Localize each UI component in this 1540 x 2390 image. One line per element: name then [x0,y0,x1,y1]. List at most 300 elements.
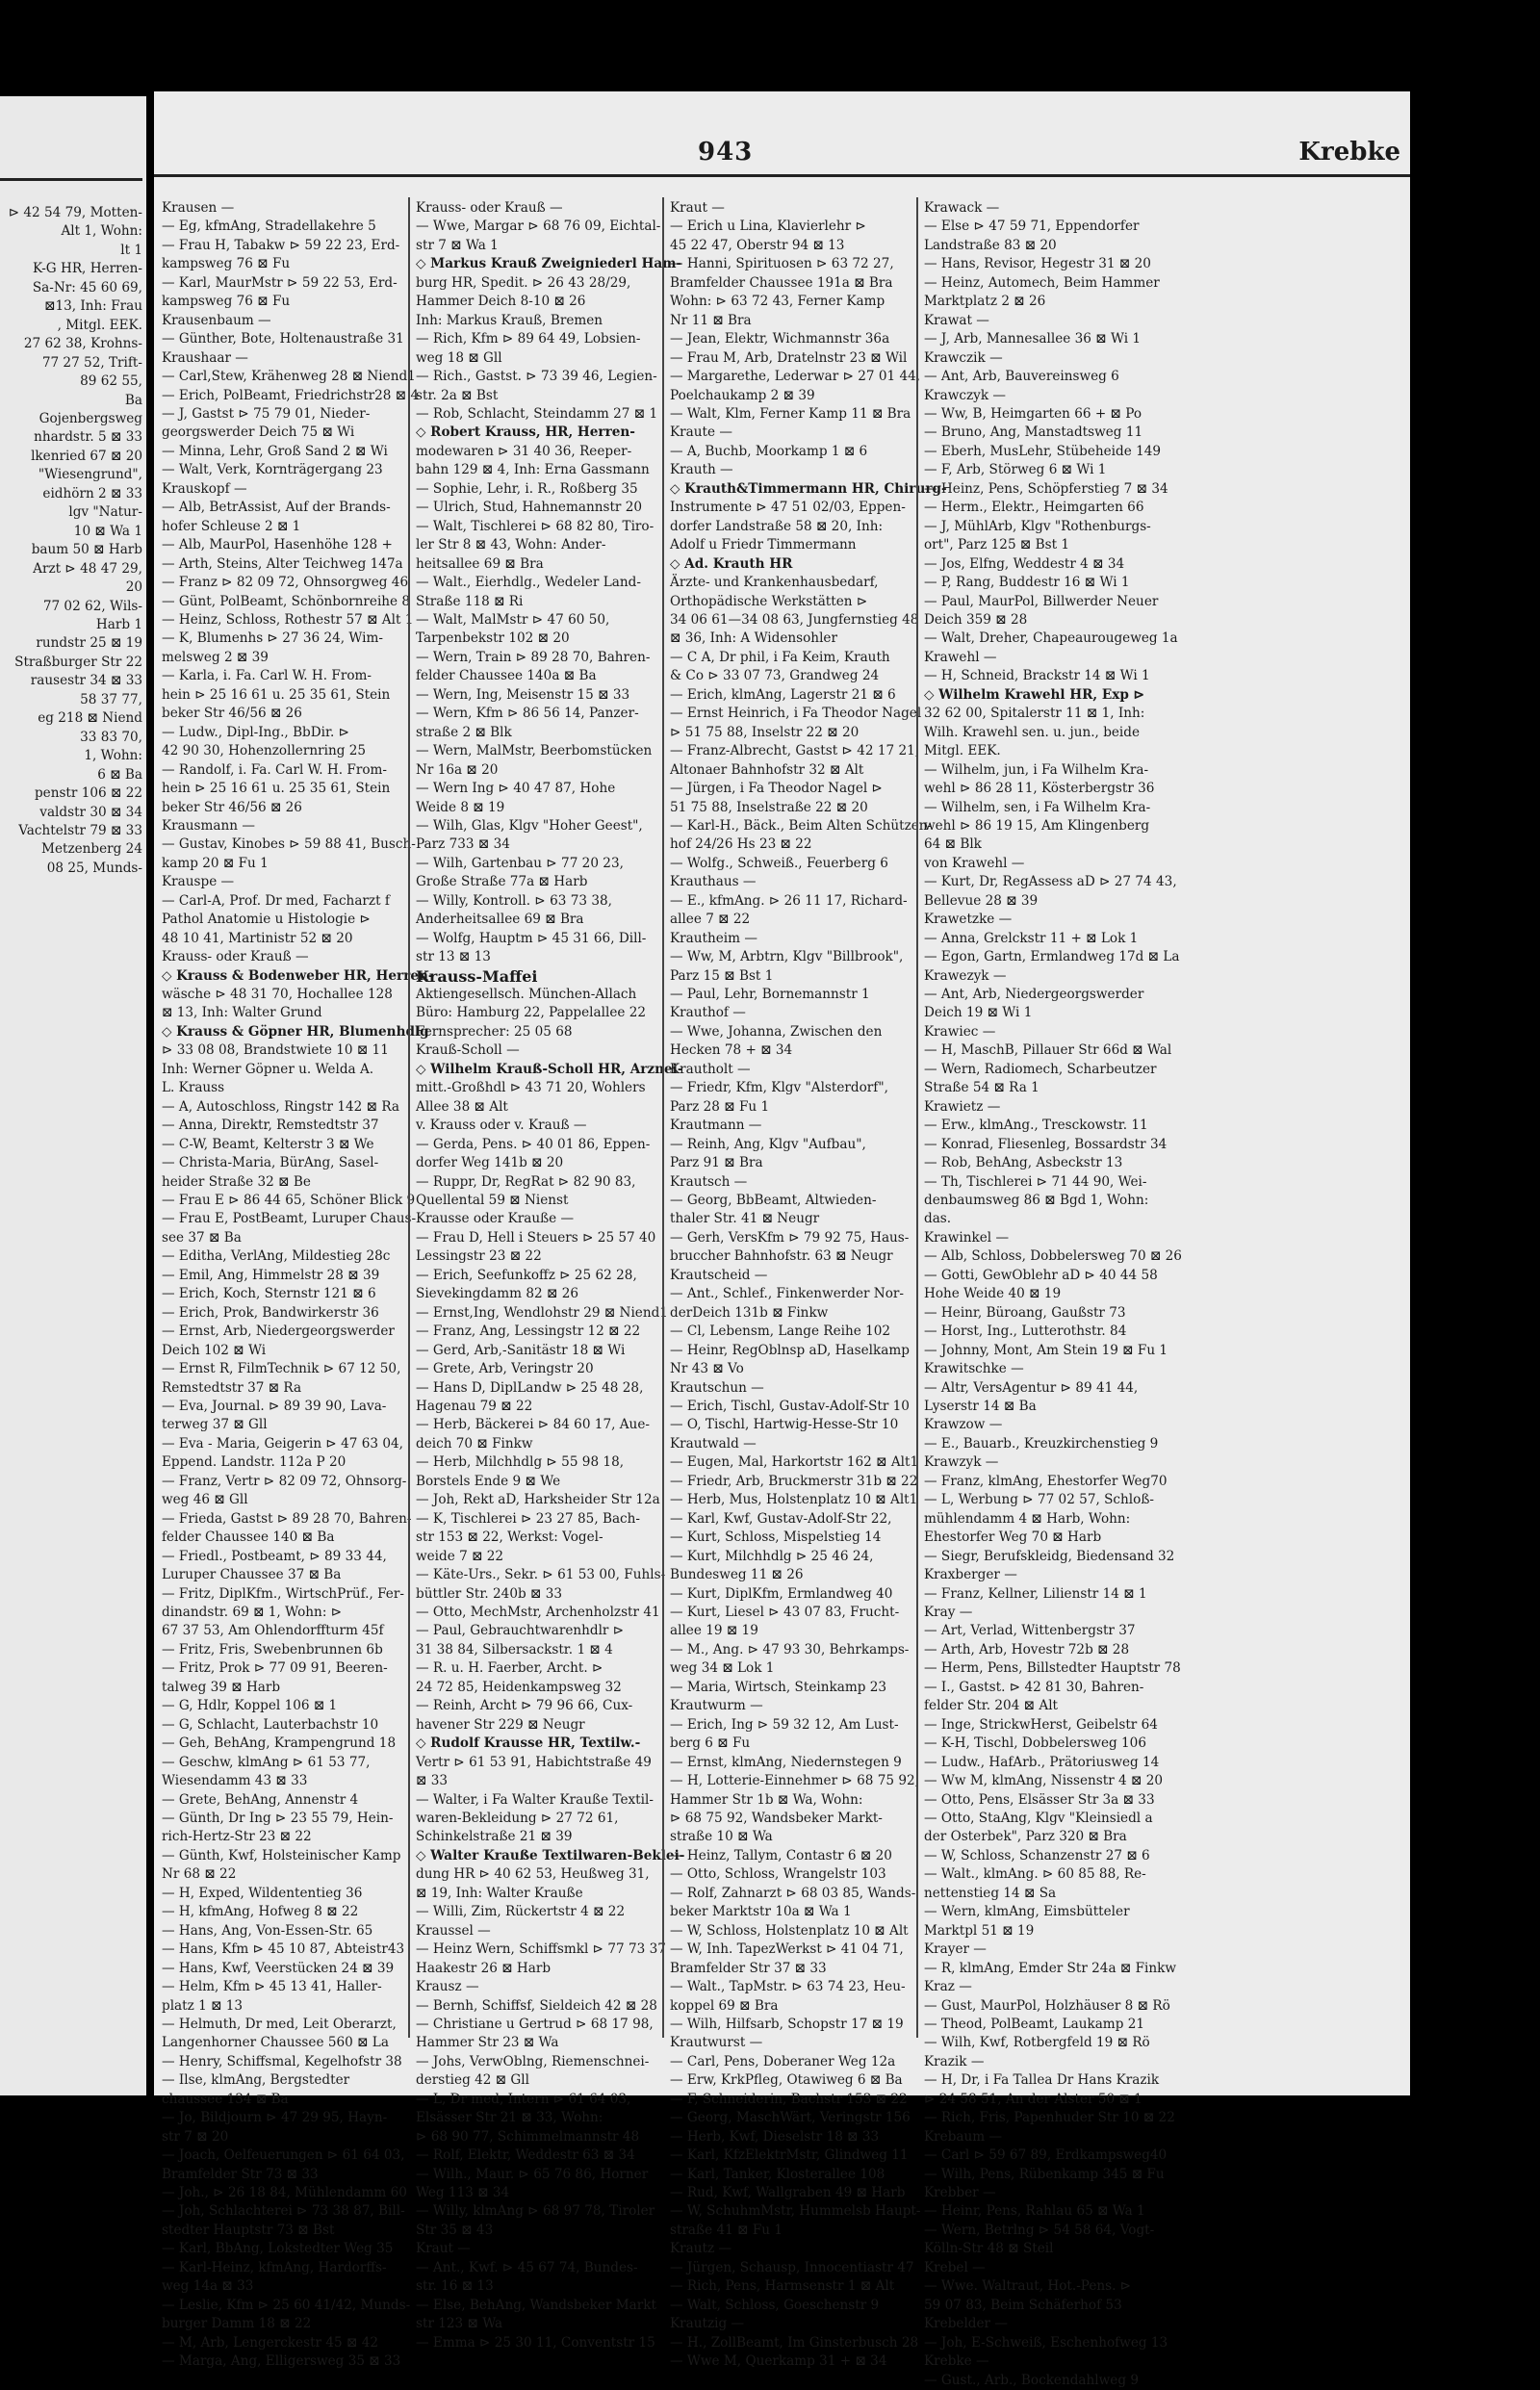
directory-entry-line: — Erw., klmAng., Tresckowstr. 11 [924,1118,1148,1134]
directory-entry-line: — Arth, Arb, Hovestr 72b ⊠ 28 [924,1641,1130,1658]
directory-entry-line: — W, SchuhmMstr, Hummelsb Haupt- [670,2203,921,2220]
directory-entry-line: str 123 ⊠ Wa [416,2316,503,2332]
directory-entry-line: Große Straße 77a ⊠ Harb [416,874,588,890]
directory-entry-line: — Ant, Arb, Niedergeorgswerder [924,987,1144,1003]
directory-entry-line: — Henry, Schiffsmal, Kegelhofstr 38 [162,2053,402,2069]
directory-entry-line: ◇ Krauth&Timmermann HR, Chirurg- [670,480,947,497]
directory-entry-line: ◇ Ad. Krauth HR [670,555,793,572]
running-head: Krebke [1298,138,1400,167]
directory-entry-line: — Inge, StrickwHerst, Geibelstr 64 [924,1716,1158,1733]
directory-entry-line: — Wilhelm, sen, i Fa Wilhelm Kra- [924,799,1151,815]
directory-entry-line: — Erich, Prok, Bandwirkerstr 36 [162,1304,379,1321]
directory-entry-line: — Rich, Kfm ⊳ 89 64 49, Lobsien- [416,331,641,347]
directory-entry-line: — Heinz, Pens, Schöpferstieg 7 ⊠ 34 [924,480,1168,497]
directory-entry-line: Anderheitsallee 69 ⊠ Bra [416,912,584,928]
directory-entry-line: ◇ Walter Krauße Textilwaren-Beklei- [416,1847,685,1863]
directory-entry-line: ⊠ 36, Inh: A Widensohler [670,630,837,647]
directory-entry-line: — Otto, Pens, Elsässer Str 3a ⊠ 33 [924,1791,1155,1808]
directory-entry-line: Adolf u Friedr Timmermann [670,537,857,553]
directory-entry-line: — Ernst, klmAng, Niedernstegen 9 [670,1754,902,1770]
directory-entry-line: Krebel — [924,2259,986,2275]
directory-entry-line: — Heinz Wern, Schiffsmkl ⊳ 77 73 37 [416,1941,666,1958]
directory-entry-line: — Ant., Schlef., Finkenwerder Nor- [670,1286,904,1302]
directory-entry-line: — H, MaschB, Pillauer Str 66d ⊠ Wal [924,1042,1172,1059]
directory-entry-line: Altonaer Bahnhofstr 32 ⊠ Alt [670,761,864,778]
directory-entry-line: — Reinh, Ang, Klgv "Aufbau", [670,1136,866,1152]
directory-entry-line: Krawack — [924,200,1000,216]
directory-entry-line: deich 70 ⊠ Finkw [416,1435,533,1452]
directory-entry-line: Krawinkel — [924,1229,1010,1246]
directory-entry-line: — Konrad, Fliesenleg, Bossardstr 34 [924,1136,1168,1152]
facing-page-line: Straßburger Str 22 [14,654,142,670]
directory-entry-line: 51 75 88, Inselstraße 22 ⊠ 20 [670,799,868,815]
facing-page-line: Vachtelstr 79 ⊠ 33 [18,822,142,838]
directory-entry-line: Parz 91 ⊠ Bra [670,1155,763,1171]
directory-entry-line: Hammer Deich 8-10 ⊠ 26 [416,294,586,310]
directory-entry-line: Krautholt — [670,1061,751,1077]
directory-entry-line: — M., Ang. ⊳ 47 93 30, Behrkamps- [670,1641,910,1658]
directory-entry-line: Krautheim — [670,930,757,946]
directory-entry-line: — Willy, Kontroll. ⊳ 63 73 38, [416,892,612,909]
directory-entry-line: wäsche ⊳ 48 31 70, Hochallee 128 [162,987,393,1003]
directory-entry-line: melsweg 2 ⊠ 39 [162,649,269,665]
directory-entry-line: — Rob, BehAng, Asbeckstr 13 [924,1155,1123,1171]
directory-entry-line: — Frieda, Gastst ⊳ 89 28 70, Bahren- [162,1510,412,1527]
directory-entry-line: heider Straße 32 ⊠ Be [162,1173,311,1190]
directory-entry-line: — W, Schloss, Holstenplatz 10 ⊠ Alt [670,1922,909,1939]
directory-entry-line: — Marga, Ang, Elligersweg 35 ⊠ 33 [162,2353,401,2370]
directory-entry-line: str. 2a ⊠ Bst [416,387,499,403]
directory-entry-line: Wohn: ⊳ 63 72 43, Ferner Kamp [670,294,886,310]
directory-entry-line: Nr 68 ⊠ 22 [162,1866,237,1883]
directory-entry-line: kampsweg 76 ⊠ Fu [162,294,291,310]
directory-entry-line: — Heinz, Schloss, Rothestr 57 ⊠ Alt 1 [162,611,414,628]
directory-entry-line: — Erich, Seefunkoffz ⊳ 25 62 28, [416,1267,637,1283]
directory-entry-line: Krausse oder Krauße — [416,1211,575,1227]
directory-entry-line: — Horst, Ing., Lutterothstr. 84 [924,1323,1127,1340]
directory-entry-line: — Franz, Vertr ⊳ 82 09 72, Ohnsorg- [162,1473,407,1489]
directory-entry-line: Orthopädische Werkstätten ⊳ [670,593,868,609]
directory-entry-line: — Emma ⊳ 25 30 11, Conventstr 15 [416,2334,655,2351]
directory-entry-line: — H., ZollBeamt, Im Ginsterbusch 28 [670,2334,919,2351]
scan-border [1410,0,1540,2095]
directory-entry-line: straße 10 ⊠ Wa [670,1829,773,1845]
directory-entry-line: Krauthaus — [670,874,757,890]
directory-entry-line: Büro: Hamburg 22, Pappelallee 22 [416,1005,647,1021]
directory-entry-line: Parz 15 ⊠ Bst 1 [670,967,774,984]
directory-entry-line: — Johnny, Mont, Am Stein 19 ⊠ Fu 1 [924,1342,1168,1358]
directory-entry-line: — Karl-H., Bäck., Beim Alten Schützen- [670,817,933,834]
directory-entry-line: — K, Tischlerei ⊳ 23 27 85, Bach- [416,1510,641,1527]
directory-entry-line: mitt.-Großhdl ⊳ 43 71 20, Wohlers [416,1080,646,1096]
facing-page-line: 77 27 52, Trift- [41,354,142,371]
directory-entry-line: berg 6 ⊠ Fu [670,1735,751,1752]
directory-entry-line: — Walter, i Fa Walter Krauße Textil- [416,1791,654,1808]
directory-entry-line: Krawitschke — [924,1361,1024,1377]
directory-page [154,91,1410,2388]
directory-entry-line: — Bernh, Schiffsf, Sieldeich 42 ⊠ 28 [416,1997,657,2014]
directory-entry-line: hein ⊳ 25 16 61 u. 25 35 61, Stein [162,781,391,797]
directory-entry-line: — Eva - Maria, Geigerin ⊳ 47 63 04, [162,1435,403,1452]
directory-entry-line: Krauspe — [162,874,235,890]
directory-entry-line: — Gust, MaurPol, Holzhäuser 8 ⊠ Rö [924,1997,1170,2014]
directory-entry-line: — Günth, Dr Ing ⊳ 23 55 79, Hein- [162,1810,394,1826]
directory-entry-line: Ärzte- und Krankenhausbedarf, [670,575,879,591]
directory-entry-line: — Maria, Wirtsch, Steinkamp 23 [670,1679,887,1695]
directory-entry-line: — Kurt, Milchhdlg ⊳ 25 46 24, [670,1548,874,1564]
directory-entry-line: ort", Parz 125 ⊠ Bst 1 [924,537,1070,553]
directory-entry-line: 45 22 47, Oberstr 94 ⊠ 13 [670,237,845,253]
directory-entry-line: — L, Werbung ⊳ 77 02 57, Schloß- [924,1492,1154,1508]
directory-entry-line: — Rud, Kwf, Wallgraben 49 ⊠ Harb [670,2185,906,2201]
directory-entry-line: — Hans, Ang, Von-Essen-Str. 65 [162,1922,373,1939]
directory-entry-line: — Wern, Ing, Meisenstr 15 ⊠ 33 [416,686,630,703]
directory-entry-line: ◇ Wilhelm Krauß-Scholl HR, Arznei- [416,1061,683,1077]
directory-entry-line: straße 41 ⊠ Fu 1 [670,2222,783,2238]
directory-entry-line: — Alb, Schloss, Dobbelersweg 70 ⊠ 26 [924,1248,1182,1265]
directory-entry-line: — Rolf, Elektr, Weddestr 63 ⊠ 34 [416,2147,635,2164]
directory-entry-line: Marktplatz 2 ⊠ 26 [924,294,1046,310]
directory-entry-line: Kraxberger — [924,1567,1017,1583]
directory-entry-line: Krautscheid — [670,1267,768,1283]
column-divider [408,197,410,2038]
directory-entry-line: — Margarethe, Lederwar ⊳ 27 01 44, [670,369,921,385]
directory-entry-line: — Randolf, i. Fa. Carl W. H. From- [162,761,387,778]
facing-page-line: Arzt ⊳ 48 47 29, [33,560,142,577]
directory-entry-line: — Joh, E-Schweiß, Eschenhofweg 13 [924,2334,1168,2351]
directory-entry-line: — Heinr, Pens, Rahlau 65 ⊠ Wa 1 [924,2203,1145,2220]
directory-entry-line: — H, Exped, Wildententieg 36 [162,1885,363,1901]
directory-entry-line: — Egon, Gartn, Ermlandweg 17d ⊠ La [924,949,1180,965]
directory-entry-line: — Willi, Zim, Rückertstr 4 ⊠ 22 [416,1904,626,1920]
directory-entry-line: ◇ Robert Krauss, HR, Herren- [416,424,635,441]
directory-entry-line: Hammer Str 1b ⊠ Wa, Wohn: [670,1791,863,1808]
directory-entry-line: Krautwurst — [670,2035,763,2051]
directory-entry-line: — E., kfmAng. ⊳ 26 11 17, Richard- [670,892,908,909]
directory-entry-line: — Editha, VerlAng, Mildestieg 28c [162,1248,391,1265]
facing-page-line: 77 02 62, Wils- [42,598,142,614]
facing-page-line: ⊠13, Inh: Frau [44,298,142,315]
directory-entry-line: — Frau E, PostBeamt, Luruper Chaus- [162,1211,417,1227]
directory-entry-line: Krautzig — [670,2316,745,2332]
directory-entry-line: weg 46 ⊠ Gll [162,1492,248,1508]
directory-entry-line: — Walt, Schloss, Goeschenstr 9 [670,2297,880,2313]
directory-entry-line: beker Str 46/56 ⊠ 26 [162,706,302,722]
directory-entry-line: — Johs, VerwOblng, Riemenschnei- [416,2053,650,2069]
directory-entry-line: — K-H, Tischl, Dobbelersweg 106 [924,1735,1146,1752]
directory-entry-line: weide 7 ⊠ 22 [416,1548,504,1564]
directory-entry-line: — Carl ⊳ 59 67 89, Erdkampsweg40 [924,2147,1168,2164]
directory-entry-line: — Ludw., HafArb., Prätoriusweg 14 [924,1754,1160,1770]
directory-entry-line: — H, Lotterie-Einnehmer ⊳ 68 75 92, [670,1773,919,1789]
directory-entry-line: Krawehl — [924,649,997,665]
directory-entry-line: — Hans, Revisor, Hegestr 31 ⊠ 20 [924,256,1151,272]
directory-entry-line: — Franz, Kellner, Lilienstr 14 ⊠ 1 [924,1585,1147,1602]
directory-entry-line: — Jos, Elfng, Weddestr 4 ⊠ 34 [924,555,1125,572]
directory-entry-line: Bellevue 28 ⊠ 39 [924,892,1039,909]
facing-page-line: 1, Wohn: [84,748,142,764]
directory-entry-line: rich-Hertz-Str 23 ⊠ 22 [162,1829,312,1845]
directory-entry-line: ⊳ 68 75 92, Wandsbeker Markt- [670,1810,883,1826]
directory-entry-line: — Joh, Schlachterei ⊳ 73 38 87, Bill- [162,2203,405,2220]
directory-entry-line: — Erich u Lina, Klavierlehr ⊳ [670,218,866,235]
directory-entry-line: 64 ⊠ Blk [924,836,982,853]
directory-entry-line: Krawzow — [924,1417,1003,1433]
directory-entry-line: — Franz, Ang, Lessingstr 12 ⊠ 22 [416,1323,641,1340]
directory-entry-line: koppel 69 ⊠ Bra [670,1997,779,2014]
directory-entry-line: Parz 28 ⊠ Fu 1 [670,1098,770,1115]
directory-entry-line: Krautmann — [670,1118,762,1134]
directory-entry-line: Krazik — [924,2053,985,2069]
facing-page-line: eg 218 ⊠ Niend [38,710,142,727]
facing-page-line: valdstr 30 ⊠ 34 [39,804,142,820]
directory-entry-line: — Walt., TapMstr. ⊳ 63 74 23, Heu- [670,1979,906,1995]
directory-entry-line: Kölln-Str 48 ⊠ Steil [924,2241,1054,2257]
directory-entry-line: Kraz — [924,1979,972,1995]
directory-entry-line: terweg 37 ⊠ Gll [162,1417,268,1433]
directory-entry-line: — Walt., klmAng. ⊳ 60 85 88, Re- [924,1866,1146,1883]
facing-page-line: lt 1 [120,242,142,258]
directory-entry-line: — Herb, Mus, Holstenplatz 10 ⊠ Alt1 [670,1492,918,1508]
directory-entry-line: — Rich, Pens, Harmsenstr 1 ⊠ Alt [670,2278,895,2295]
directory-entry-line: — F, Arb, Störweg 6 ⊠ Wi 1 [924,462,1107,478]
directory-entry-line: — Wilh, Kwf, Rotbergfeld 19 ⊠ Rö [924,2035,1150,2051]
directory-entry-line: — Erich, Ing ⊳ 59 32 12, Am Lust- [670,1716,899,1733]
directory-entry-line: — Walt, Klm, Ferner Kamp 11 ⊠ Bra [670,405,911,422]
directory-entry-line: waren-Bekleidung ⊳ 27 72 61, [416,1810,619,1826]
directory-entry-line: Remstedtstr 37 ⊠ Ra [162,1379,302,1396]
directory-entry-line: — Karl, KfzElektrMstr, Glindweg 11 [670,2147,909,2164]
directory-entry-line: — Otto, MechMstr, Archenholzstr 41 [416,1604,660,1620]
directory-entry-line: Vertr ⊳ 61 53 91, Habichtstraße 49 [416,1754,652,1770]
directory-entry-line: 42 90 30, Hohenzollernring 25 [162,743,367,759]
directory-entry-line: — Gerd, Arb,-Sanitästr 18 ⊠ Wi [416,1342,626,1358]
directory-entry-line: — Ilse, klmAng, Bergstedter [162,2072,350,2089]
facing-page-line: rundstr 25 ⊠ 19 [36,635,142,652]
header-rule [154,174,1410,177]
directory-entry-line: str 153 ⊠ 22, Werkst: Vogel- [416,1529,603,1546]
directory-entry-line: — Geschw, klmAng ⊳ 61 53 77, [162,1754,371,1770]
directory-entry-line: — J, MühlArb, Klgv "Rothenburgs- [924,518,1151,534]
directory-entry-line: hofer Schleuse 2 ⊠ 1 [162,518,301,534]
directory-entry-line: — Gerda, Pens. ⊳ 40 01 86, Eppen- [416,1136,651,1152]
directory-entry-line: Quellental 59 ⊠ Nienst [416,1193,569,1209]
directory-entry-line: allee 19 ⊠ 19 [670,1623,758,1639]
directory-entry-line: Kraut — [416,2241,471,2257]
directory-entry-line: — Ruppr, Dr, RegRat ⊳ 82 90 83, [416,1173,636,1190]
directory-entry-line: dung HR ⊳ 40 62 53, Heußweg 31, [416,1866,650,1883]
directory-entry-line: Krauss- oder Krauß — [416,200,563,216]
directory-entry-line: ◇ Wilhelm Krawehl HR, Exp ⊳ [924,686,1144,703]
facing-page-line: Sa-Nr: 45 60 69, [32,279,142,296]
directory-entry-line: — Eva, Journal. ⊳ 89 39 90, Lava- [162,1399,387,1414]
facing-page-line: Ba [124,392,142,408]
directory-entry-line: — Willy, klmAng ⊳ 68 97 78, Tiroler [416,2203,655,2220]
directory-entry-line: weg 18 ⊠ Gll [416,349,502,366]
directory-entry-line: — Carl-A, Prof. Dr med, Facharzt f [162,892,390,909]
directory-entry-line: havener Str 229 ⊠ Neugr [416,1716,585,1733]
facing-page-line: Metzenberg 24 [41,841,142,858]
directory-entry-line: Krawzyk — [924,1454,999,1471]
directory-entry-line: Deich 359 ⊠ 28 [924,611,1028,628]
directory-entry-line: — Wwe. Waltraut, Hot.-Pens. ⊳ [924,2278,1132,2295]
directory-entry-line: nettenstieg 14 ⊠ Sa [924,1885,1057,1901]
directory-entry-line: hein ⊳ 25 16 61 u. 25 35 61, Stein [162,686,391,703]
directory-entry-line: ⊳ 68 90 77, Schimmelmannstr 48 [416,2128,640,2145]
directory-entry-line: — Walt, Tischlerei ⊳ 68 82 80, Tiro- [416,518,654,534]
directory-entry-line: Fernsprecher: 25 05 68 [416,1023,573,1040]
directory-entry-line: — Joh, Rekt aD, Harksheider Str 12a [416,1492,660,1508]
directory-entry-line: weg 34 ⊠ Lok 1 [670,1660,775,1677]
facing-page-line: 58 37 77, [80,691,142,707]
directory-entry-line: — Wilh, Hilfsarb, Schopstr 17 ⊠ 19 [670,2016,904,2032]
directory-entry-line: — Arth, Steins, Alter Teichweg 147a [162,555,403,572]
directory-entry-line: — Anna, Direktr, Remstedtstr 37 [162,1118,379,1134]
directory-entry-line: — Rich., Gastst. ⊳ 73 39 46, Legien- [416,369,657,385]
directory-entry-line: von Krawehl — [924,855,1025,871]
directory-entry-line: Bundesweg 11 ⊠ 26 [670,1567,804,1583]
directory-entry-line: — Herb, Kwf, Dieselstr 18 ⊠ 33 [670,2128,880,2145]
directory-entry-line: Krauth — [670,462,733,478]
directory-entry-line: Krebelder — [924,2316,1008,2332]
directory-entry-line: kampsweg 76 ⊠ Fu [162,256,291,272]
facing-page-line: 27 62 38, Krohns- [23,336,142,352]
directory-entry-line: Krautz — [670,2241,732,2257]
column-4 [924,199,1182,2390]
directory-entry-line: — Gotti, GewOblehr aD ⊳ 40 44 58 [924,1267,1158,1283]
directory-entry-line: — Heinr, Büroang, Gaußstr 73 [924,1304,1126,1321]
directory-entry-line: Krausen — [162,200,235,216]
directory-entry-line: das. [924,1211,952,1227]
directory-entry-line: — Otto, Schloss, Wrangelstr 103 [670,1866,886,1883]
directory-entry-line: — Reinh, Archt ⊳ 79 96 66, Cux- [416,1698,633,1714]
directory-entry-line: Tarpenbekstr 102 ⊠ 20 [416,630,570,647]
directory-entry-line: Krautwurm — [670,1698,763,1714]
directory-entry-line: — A, Buchb, Moorkamp 1 ⊠ 6 [670,443,868,459]
facing-page-line: 10 ⊠ Wa 1 [73,523,142,539]
directory-entry-line: — Günt, PolBeamt, Schönbornreihe 8 [162,593,411,609]
directory-entry-line: — I., Gastst. ⊳ 42 81 30, Bahren- [924,1679,1144,1695]
directory-entry-line: — Wwe M, Querkamp 31 + ⊠ 34 [670,2353,887,2370]
directory-entry-line: — Frau E ⊳ 86 44 65, Schöner Blick 9 [162,1193,416,1209]
directory-entry-line: Hecken 78 + ⊠ 34 [670,1042,793,1059]
directory-entry-line: beker Marktstr 10a ⊠ Wa 1 [670,1904,852,1920]
directory-entry-line: Krauss-Maffei [416,966,538,986]
directory-entry-line: — Hanni, Spirituosen ⊳ 63 72 27, [670,256,894,272]
directory-entry-line: Inh: Werner Göpner u. Welda A. [162,1061,374,1077]
directory-entry-line: derstieg 42 ⊠ Gll [416,2072,529,2089]
directory-entry-line: — Rich, Fris, Papenhuder Str 10 ⊠ 22 [924,2110,1175,2126]
directory-entry-line: Kraushaar — [162,349,248,366]
directory-entry-line: — Christa-Maria, BürAng, Sasel- [162,1155,379,1171]
directory-entry-line: — Grete, BehAng, Annenstr 4 [162,1791,359,1808]
directory-entry-line: stedter Hauptstr 73 ⊠ Bst [162,2222,335,2238]
directory-entry-line: ◇ Markus Krauß Zweigniederl Ham- [416,256,682,272]
directory-entry-line: — H, Schneid, Brackstr 14 ⊠ Wi 1 [924,668,1150,684]
directory-entry-line: — Wolfg., Schweiß., Feuerberg 6 [670,855,888,871]
directory-entry-line: — Th, Tischlerei ⊳ 71 44 90, Wei- [924,1173,1147,1190]
directory-entry-line: Inh: Markus Krauß, Bremen [416,312,603,328]
directory-entry-line: 59 07 83, Beim Schäferhof 53 [924,2297,1122,2313]
directory-entry-line: — Ludw., Dipl-Ing., BbDir. ⊳ [162,724,350,740]
directory-entry-line: — Paul, Gebrauchtwarenhdlr ⊳ [416,1623,625,1639]
directory-entry-line: heitsallee 69 ⊠ Bra [416,555,544,572]
directory-entry-line: 48 10 41, Martinistr 52 ⊠ 20 [162,930,353,946]
directory-entry-line: — Franz-Albrecht, Gastst ⊳ 42 17 21, [670,743,920,759]
directory-entry-line: — Gust., Arb., Bockendahlweg 9 [924,2372,1139,2388]
directory-entry-line: L. Krauss [162,1080,225,1096]
directory-entry-line: — Karl, MaurMstr ⊳ 59 22 53, Erd- [162,274,398,291]
facing-page-line: Harb 1 [95,616,142,632]
directory-entry-line: — P, Rang, Buddestr 16 ⊠ Wi 1 [924,575,1130,591]
directory-entry-line: Bramfelder Chaussee 191a ⊠ Bra [670,274,893,291]
directory-entry-line: — Franz, klmAng, Ehestorfer Weg70 [924,1473,1168,1489]
directory-entry-line: Nr 11 ⊠ Bra [670,312,752,328]
directory-entry-line: — Kurt, Schloss, Mispelstieg 14 [670,1529,882,1546]
directory-entry-line: — Karl-Heinz, kfmAng, Hardorffs- [162,2259,387,2275]
facing-page-line: eidhörn 2 ⊠ 33 [42,485,142,501]
directory-entry-line: — Wwe, Johanna, Zwischen den [670,1023,883,1040]
facing-page-line: 89 62 55, [80,373,142,390]
directory-entry-line: — Emil, Ang, Himmelstr 28 ⊠ 39 [162,1267,380,1283]
directory-entry-line: — K, Blumenhs ⊳ 27 36 24, Wim- [162,630,383,647]
facing-page-line: 6 ⊠ Ba [97,766,142,783]
directory-entry-line: Hohe Weide 40 ⊠ 19 [924,1286,1062,1302]
directory-entry-line: — Rolf, Zahnarzt ⊳ 68 03 85, Wands- [670,1885,916,1901]
directory-entry-line: Krautschun — [670,1379,764,1396]
directory-entry-line: — Kurt, DiplKfm, Ermlandweg 40 [670,1585,893,1602]
directory-entry-line: — J, Arb, Mannesallee 36 ⊠ Wi 1 [924,331,1142,347]
directory-entry-line: Krawat — [924,312,989,328]
directory-entry-line: see 37 ⊠ Ba [162,1229,242,1246]
directory-entry-line: — Wilh, Gartenbau ⊳ 77 20 23, [416,855,624,871]
column-1 [162,199,434,2372]
directory-entry-line: — Alb, MaurPol, Hasenhöhe 128 + [162,537,393,553]
directory-entry-line: — Erich, PolBeamt, Friedrichstr28 ⊠ 4 [162,387,420,403]
directory-entry-line: Straße 54 ⊠ Ra 1 [924,1080,1040,1096]
directory-entry-line: — Wilh, Glas, Klgv "Hoher Geest", [416,817,643,834]
directory-entry-line: Parz 733 ⊠ 34 [416,836,510,853]
directory-entry-line: ◇ Krauss & Bodenweber HR, Herren- [162,967,434,984]
directory-entry-line: — Carl,Stew, Krähenweg 28 ⊠ Niend1 [162,369,416,385]
directory-entry-line: — Theod, PolBeamt, Laukamp 21 [924,2016,1145,2032]
directory-entry-line: — Karl, BbAng, Lokstedter Weg 35 [162,2241,394,2257]
directory-entry-line: 24 72 85, Heidenkampsweg 32 [416,1679,622,1695]
directory-entry-line: Krawczik — [924,349,1003,366]
directory-entry-line: Krawiec — [924,1023,996,1040]
facing-page-line: 20 [125,579,142,596]
directory-entry-line: — G, Schlacht, Lauterbachstr 10 [162,1716,379,1733]
directory-entry-line: bruccher Bahnhofstr. 63 ⊠ Neugr [670,1248,893,1265]
directory-entry-line: Kraut — [670,200,725,216]
directory-entry-line: burger Damm 18 ⊠ 22 [162,2316,312,2332]
facing-page-line: penstr 106 ⊠ 22 [34,785,142,802]
directory-entry-line: — Walt, Dreher, Chapeaurougeweg 1a [924,630,1178,647]
directory-entry-line: ⊠ 13, Inh: Walter Grund [162,1005,322,1021]
directory-entry-line: — Ww, M, Arbtrn, Klgv "Billbrook", [670,949,904,965]
directory-entry-line: — Eberh, MusLehr, Stübeheide 149 [924,443,1162,459]
directory-entry-line: 32 62 00, Spitalerstr 11 ⊠ 1, Inh: [924,706,1145,722]
facing-page-line: baum 50 ⊠ Harb [31,542,142,558]
directory-entry-line: — Anna, Grelckstr 11 + ⊠ Lok 1 [924,930,1139,946]
directory-entry-line: Krebber — [924,2185,996,2201]
directory-entry-line: ⊳ 33 08 08, Brandstwiete 10 ⊠ 11 [162,1042,389,1059]
directory-entry-line: — Grete, Arb, Veringstr 20 [416,1361,594,1377]
directory-entry-line: felder Str. 204 ⊠ Alt [924,1698,1059,1714]
directory-entry-line: str. 16 ⊠ 13 [416,2278,494,2295]
directory-entry-line: beker Str 46/56 ⊠ 26 [162,799,302,815]
directory-entry-line: — Ernst, Arb, Niedergeorgswerder [162,1323,395,1340]
